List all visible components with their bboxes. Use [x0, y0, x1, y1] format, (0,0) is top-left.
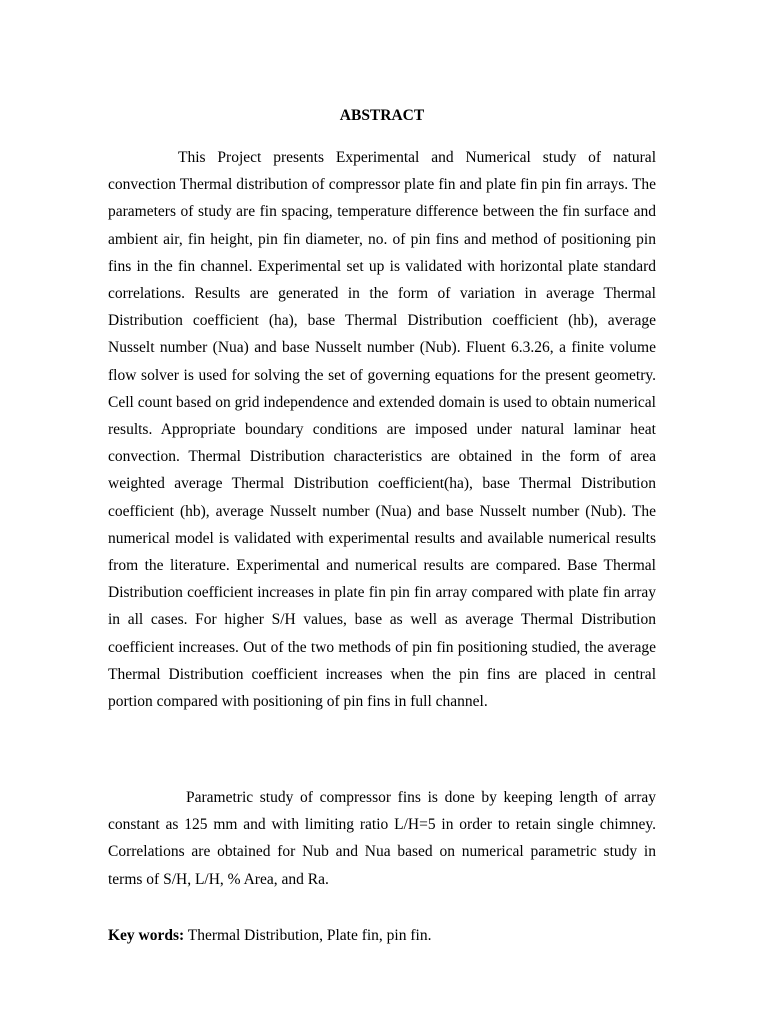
abstract-paragraph-2: Parametric study of compressor fins is done by keeping length of array constant as 125 mm and with limiting ratio L/H=5 in order to retain single chimney. Correlations are obtained for Nub and Nua based on numerical parametric study in terms of S/H, L/H, % Area, and Ra. — [108, 789, 656, 888]
page-title: ABSTRACT — [339, 107, 425, 124]
keywords-label: Key words: — [108, 927, 185, 944]
keywords-line — [108, 922, 656, 949]
abstract-paragraph-1: This Project presents Experimental and Numerical study of natural convection Thermal distribution of compressor plate fin and plate fin pin fin arrays. The parameters of study are fin spacing, temperature difference between the fin surface and ambient air, fin height, pin fin diameter, no. of pin fins and method of positioning pin fins in the fin channel. Experimental set up is validated with horizontal plate standard correlations. Results are generated in the form of variation in average Thermal Distribution coefficient (ha), base Thermal Distribution coefficient (hb), average Nusselt number (Nua) and base Nusselt number (Nub). Fluent 6.3.26, a finite volume flow solver is used for solving the set of governing equations for the present geometry. Cell count based on grid independence and extended domain is used to obtain numerical results. Appropriate boundary conditions are imposed under natural laminar heat convection. Thermal Distribution characteristics are obtained in the form of area weighted average Thermal Distribution coefficient(ha), base Thermal Distribution coefficient (hb), average Nusselt number (Nua) and base Nusselt number (Nub). The numerical model is validated with experimental results and available numerical results from the literature. Experimental and numerical results are compared. Base Thermal Distribution coefficient increases in plate fin pin fin array compared with plate fin array in all cases. For higher S/H values, base as well as average Thermal Distribution coefficient increases. Out of the two methods of pin fin positioning studied, the average Thermal Distribution coefficient increases when the pin fins are placed in central portion compared with positioning of pin fins in full channel. — [108, 149, 656, 711]
keywords-text: Thermal Distribution, Plate fin, pin fin. — [184, 927, 432, 944]
